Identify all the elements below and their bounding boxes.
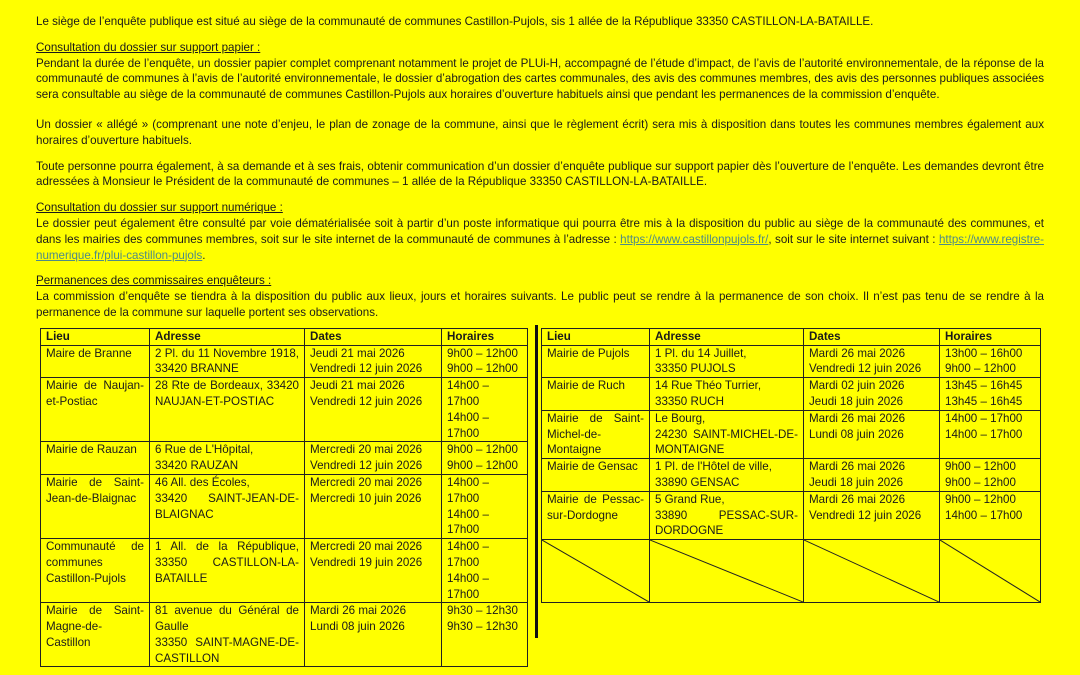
empty-crossed-cell (804, 540, 940, 603)
cell-lieu: Mairie de Saint-Michel-de-Montaigne (542, 410, 650, 458)
cell-horaires: 14h00 – 17h00 14h00 – 17h00 (442, 539, 528, 603)
numerique-section (36, 200, 1044, 263)
table-row-empty (542, 540, 1041, 603)
empty-crossed-cell (542, 540, 650, 603)
table-row (41, 603, 528, 667)
table-row (542, 491, 1041, 539)
cell-lieu: Mairie de Naujan-et-Postiac (41, 378, 150, 442)
cell-dates: Jeudi 21 mai 2026 Vendredi 12 juin 2026 (305, 345, 442, 378)
header-dates: Dates (305, 328, 442, 345)
cell-lieu: Communauté de communes Castillon-Pujols (41, 539, 150, 603)
document-body (36, 14, 1044, 665)
permanences-section (36, 273, 1044, 320)
cell-horaires: 9h00 – 12h00 9h00 – 12h00 (940, 459, 1041, 492)
cell-dates: Mercredi 20 mai 2026 Vendredi 19 juin 2026 (305, 539, 442, 603)
cell-lieu: Mairie de Saint-Jean-de-Blaignac (41, 474, 150, 538)
cell-adresse: 81 avenue du Général de Gaulle 33350 SAINT-MAGNE-DE-CASTILLON (150, 603, 305, 667)
castillonpujols-link[interactable]: https://www.castillonpujols.fr/ (620, 232, 769, 246)
table-row (542, 459, 1041, 492)
cell-lieu: Mairie de Gensac (542, 459, 650, 492)
cell-dates: Mardi 26 mai 2026 Lundi 08 juin 2026 (305, 603, 442, 667)
cell-adresse: 1 All. de la République, 33350 CASTILLON-LA-BATAILLE (150, 539, 305, 603)
header-lieu: Lieu (542, 328, 650, 345)
cell-adresse: 1 Pl. de l'Hôtel de ville, 33890 GENSAC (650, 459, 804, 492)
cell-dates: Mardi 26 mai 2026 Vendredi 12 juin 2026 (804, 345, 940, 378)
header-dates: Dates (804, 328, 940, 345)
cell-lieu: Maire de Branne (41, 345, 150, 378)
cell-lieu: Mairie de Pessac-sur-Dordogne (542, 491, 650, 539)
cell-dates: Mercredi 20 mai 2026 Vendredi 12 juin 2026 (305, 442, 442, 475)
table-row (542, 410, 1041, 458)
cell-dates: Mardi 26 mai 2026 Vendredi 12 juin 2026 (804, 491, 940, 539)
empty-crossed-cell (650, 540, 804, 603)
cell-dates: Mardi 02 juin 2026 Jeudi 18 juin 2026 (804, 378, 940, 411)
registre-numerique-link[interactable]: https://www.registre-numerique.fr/plui-castillon-pujols (36, 232, 1044, 262)
cell-dates: Jeudi 21 mai 2026 Vendredi 12 juin 2026 (305, 378, 442, 442)
cell-lieu: Mairie de Saint-Magne-de-Castillon (41, 603, 150, 667)
papier-heading: Consultation du dossier sur support papier : (36, 40, 261, 54)
cell-horaires: 9h00 – 12h00 14h00 – 17h00 (940, 491, 1041, 539)
cell-dates: Mercredi 20 mai 2026 Mercredi 10 juin 2026 (305, 474, 442, 538)
table-row (41, 442, 528, 475)
permanences-table-left (40, 328, 528, 668)
table-row (542, 345, 1041, 378)
cell-horaires: 9h30 – 12h30 9h30 – 12h30 (442, 603, 528, 667)
cell-horaires: 14h00 – 17h00 14h00 – 17h00 (940, 410, 1041, 458)
papier-section (36, 40, 1044, 103)
numerique-text-a: Le dossier peut également être consulté par voie dématérialisée soit à partir d’un poste informatique qui pourra être mis à la disposition du public au siège de la communauté des communes, et dans les mairies des communes membres, soit sur le site internet de la communauté de communes à l’adresse : (36, 216, 1044, 246)
table-separator-bar (535, 325, 538, 638)
table-row (41, 539, 528, 603)
cell-adresse: 5 Grand Rue, 33890 PESSAC-SUR-DORDOGNE (650, 491, 804, 539)
numerique-text-b: , soit sur le site internet suivant : (768, 232, 939, 246)
table-row (542, 378, 1041, 411)
header-horaires: Horaires (442, 328, 528, 345)
permanences-table-right (541, 328, 1041, 603)
cell-horaires: 9h00 – 12h00 9h00 – 12h00 (442, 345, 528, 378)
table-row (41, 474, 528, 538)
cell-horaires: 14h00 – 17h00 14h00 – 17h00 (442, 378, 528, 442)
cell-lieu: Mairie de Rauzan (41, 442, 150, 475)
table-header-row (41, 328, 528, 345)
cell-horaires: 13h45 – 16h45 13h45 – 16h45 (940, 378, 1041, 411)
table-header-row (542, 328, 1041, 345)
cell-dates: Mardi 26 mai 2026 Jeudi 18 juin 2026 (804, 459, 940, 492)
cell-adresse: 28 Rte de Bordeaux, 33420 NAUJAN-ET-POSTIAC (150, 378, 305, 442)
header-horaires: Horaires (940, 328, 1041, 345)
numerique-text-c: . (202, 248, 206, 262)
papier-paragraph-2: Un dossier « allégé » (comprenant une note d’enjeu, le plan de zonage de la commune, ainsi que le règlement écrit) sera mis à disposition dans toutes les communes membres également aux horaires d’ouverture habituels. (36, 117, 1044, 147)
cell-adresse: 6 Rue de L'Hôpital, 33420 RAUZAN (150, 442, 305, 475)
papier-paragraph-1: Pendant la durée de l’enquête, un dossier papier complet comprenant notamment le projet de PLUi-H, accompagné de l’étude d’impact, de l’avis de l’autorité environnementale, de la réponse de la communauté de communes à l’avis de l’autorité environnementale, le dossier d’abrogation des cartes communales, des avis des communes membres, des avis des personnes publiques associées sera consultable au siège de la communauté de communes Castillon-Pujols aux horaires d’ouverture habituels ainsi que pendant les permanences de la commission d’enquête. (36, 56, 1044, 102)
cell-dates: Mardi 26 mai 2026 Lundi 08 juin 2026 (804, 410, 940, 458)
cell-adresse: 46 All. des Écoles, 33420 SAINT-JEAN-DE-BLAIGNAC (150, 474, 305, 538)
header-adresse: Adresse (650, 328, 804, 345)
cell-adresse: Le Bourg, 24230 SAINT-MICHEL-DE-MONTAIGNE (650, 410, 804, 458)
cell-lieu: Mairie de Pujols (542, 345, 650, 378)
intro-paragraph: Le siège de l’enquête publique est situé au siège de la communauté de communes Castillon-Pujols, sis 1 allée de la République 33350 CASTILLON-LA-BATAILLE. (36, 15, 874, 28)
cell-adresse: 2 Pl. du 11 Novembre 1918, 33420 BRANNE (150, 345, 305, 378)
papier-paragraph-3: Toute personne pourra également, à sa demande et à ses frais, obtenir communication d’un dossier d’enquête publique sur support papier dès l’ouverture de l’enquête. Les demandes devront être adressées à Monsieur le Président de la communauté de communes – 1 allée de la République 33350 CASTILLON-LA-BATAILLE. (36, 159, 1044, 189)
cell-horaires: 9h00 – 12h00 9h00 – 12h00 (442, 442, 528, 475)
table-row (41, 345, 528, 378)
permanences-tables (36, 328, 1042, 665)
cell-adresse: 1 Pl. du 14 Juillet, 33350 PUJOLS (650, 345, 804, 378)
numerique-heading: Consultation du dossier sur support numérique : (36, 201, 283, 215)
cell-lieu: Mairie de Ruch (542, 378, 650, 411)
permanences-heading: Permanences des commissaires enquêteurs : (36, 274, 272, 288)
cell-horaires: 13h00 – 16h00 9h00 – 12h00 (940, 345, 1041, 378)
cell-horaires: 14h00 – 17h00 14h00 – 17h00 (442, 474, 528, 538)
cell-adresse: 14 Rue Théo Turrier, 33350 RUCH (650, 378, 804, 411)
table-row (41, 378, 528, 442)
empty-crossed-cell (940, 540, 1041, 603)
permanences-paragraph: La commission d’enquête se tiendra à la disposition du public aux lieux, jours et horaires suivants. Le public peut se rendre à la permanence de son choix. Il n’est pas tenu de se rendre à la permanence de la commune sur laquelle portent ses observations. (36, 290, 1044, 319)
header-adresse: Adresse (150, 328, 305, 345)
header-lieu: Lieu (41, 328, 150, 345)
